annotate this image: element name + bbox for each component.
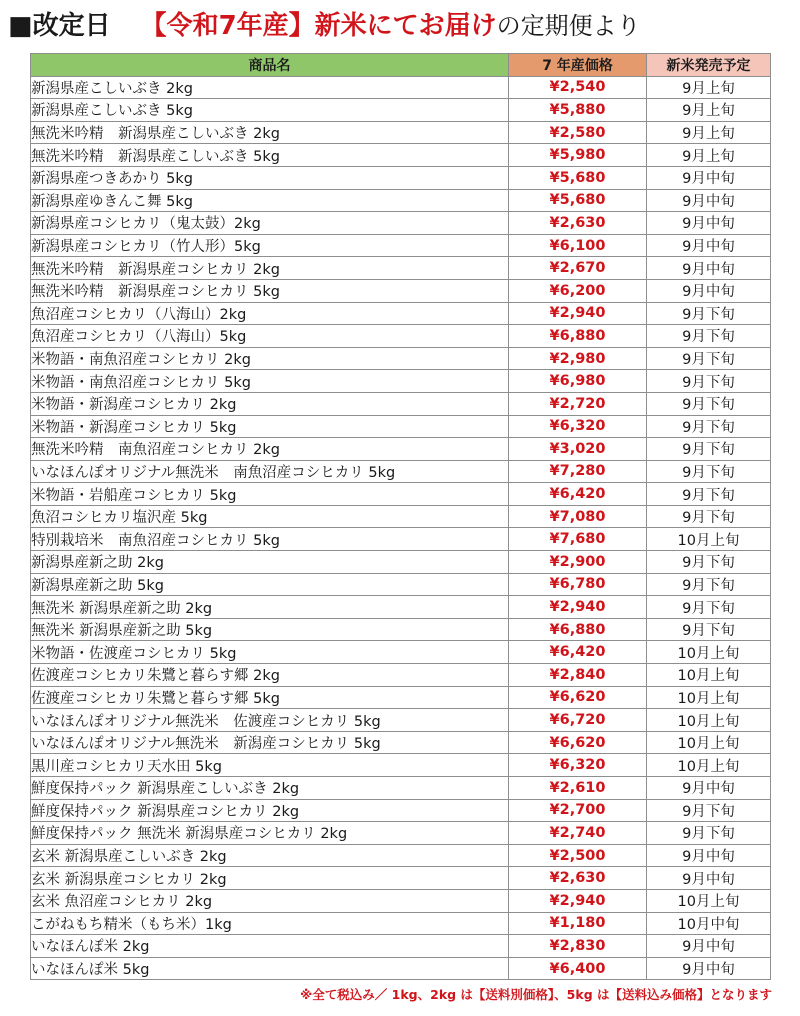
price-cell: ¥2,740 (509, 822, 647, 845)
product-name-cell: いなほんぽ米 2kg (31, 935, 509, 958)
price-cell: ¥1,180 (509, 912, 647, 935)
table-row (31, 76, 771, 99)
table-row (31, 438, 771, 461)
price-cell: ¥2,940 (509, 596, 647, 619)
price-cell: ¥7,080 (509, 505, 647, 528)
release-date-cell: 9月中旬 (647, 212, 771, 235)
price-cell: ¥3,020 (509, 438, 647, 461)
release-date-cell: 10月上旬 (647, 686, 771, 709)
price-cell: ¥2,580 (509, 121, 647, 144)
product-name-cell: 米物語・南魚沼産コシヒカリ 5kg (31, 370, 509, 393)
price-cell: ¥2,830 (509, 935, 647, 958)
price-cell: ¥6,620 (509, 731, 647, 754)
column-header-price: 7 年産価格 (509, 54, 647, 77)
table-row (31, 573, 771, 596)
product-name-cell: いなほんぽ米 5kg (31, 957, 509, 980)
table-body (31, 76, 771, 980)
table-row (31, 483, 771, 506)
release-date-cell: 10月上旬 (647, 641, 771, 664)
release-date-cell: 9月中旬 (647, 257, 771, 280)
column-header-release: 新米発売予定 (647, 54, 771, 77)
release-date-cell: 9月下旬 (647, 822, 771, 845)
release-date-cell: 10月上旬 (647, 709, 771, 732)
price-cell: ¥2,980 (509, 347, 647, 370)
product-name-cell: 新潟県産コシヒカリ（鬼太鼓）2kg (31, 212, 509, 235)
product-name-cell: 米物語・新潟産コシヒカリ 2kg (31, 392, 509, 415)
table-row (31, 664, 771, 687)
table-row (31, 121, 771, 144)
product-name-cell: 無洗米吟精 南魚沼産コシヒカリ 2kg (31, 438, 509, 461)
table-row (31, 957, 771, 980)
release-date-cell: 9月下旬 (647, 370, 771, 393)
table-row (31, 234, 771, 257)
title-prefix: ■改定日 (8, 11, 111, 41)
table-row (31, 392, 771, 415)
release-date-cell: 9月下旬 (647, 392, 771, 415)
price-cell: ¥5,680 (509, 166, 647, 189)
release-date-cell: 10月上旬 (647, 889, 771, 912)
release-date-cell: 9月下旬 (647, 460, 771, 483)
price-cell: ¥2,840 (509, 664, 647, 687)
price-cell: ¥5,980 (509, 144, 647, 167)
product-name-cell: 米物語・岩船産コシヒカリ 5kg (31, 483, 509, 506)
table-row (31, 212, 771, 235)
release-date-cell: 10月上旬 (647, 754, 771, 777)
release-date-cell: 9月下旬 (647, 551, 771, 574)
release-date-cell: 9月上旬 (647, 76, 771, 99)
price-cell: ¥2,500 (509, 844, 647, 867)
release-date-cell: 9月下旬 (647, 573, 771, 596)
product-name-cell: 新潟県産コシヒカリ（竹人形）5kg (31, 234, 509, 257)
price-cell: ¥5,680 (509, 189, 647, 212)
release-date-cell: 9月上旬 (647, 121, 771, 144)
price-cell: ¥2,670 (509, 257, 647, 280)
price-cell: ¥2,630 (509, 867, 647, 890)
table-row (31, 618, 771, 641)
release-date-cell: 9月中旬 (647, 166, 771, 189)
table-row (31, 528, 771, 551)
table-row (31, 257, 771, 280)
release-date-cell: 9月下旬 (647, 505, 771, 528)
price-cell: ¥6,880 (509, 325, 647, 348)
table-row (31, 822, 771, 845)
release-date-cell: 9月中旬 (647, 234, 771, 257)
release-date-cell: 10月上旬 (647, 731, 771, 754)
table-row (31, 279, 771, 302)
release-date-cell: 9月下旬 (647, 799, 771, 822)
table-row (31, 99, 771, 122)
price-table (30, 53, 771, 980)
release-date-cell: 9月上旬 (647, 99, 771, 122)
table-row (31, 889, 771, 912)
table-row (31, 777, 771, 800)
table-row (31, 731, 771, 754)
release-date-cell: 9月下旬 (647, 347, 771, 370)
table-row (31, 641, 771, 664)
product-name-cell: こがねもち精米（もち米）1kg (31, 912, 509, 935)
product-name-cell: 玄米 魚沼産コシヒカリ 2kg (31, 889, 509, 912)
page-title (8, 6, 641, 46)
column-header-product: 商品名 (31, 54, 509, 77)
price-cell: ¥2,540 (509, 76, 647, 99)
table-row (31, 799, 771, 822)
product-name-cell: 鮮度保持パック 新潟県産こしいぶき 2kg (31, 777, 509, 800)
product-name-cell: 玄米 新潟県産コシヒカリ 2kg (31, 867, 509, 890)
product-name-cell: いなほんぽオリジナル無洗米 新潟産コシヒカリ 5kg (31, 731, 509, 754)
product-name-cell: 鮮度保持パック 新潟県産コシヒカリ 2kg (31, 799, 509, 822)
table-row (31, 189, 771, 212)
product-name-cell: いなほんぽオリジナル無洗米 佐渡産コシヒカリ 5kg (31, 709, 509, 732)
product-name-cell: 新潟県産新之助 5kg (31, 573, 509, 596)
release-date-cell: 9月中旬 (647, 844, 771, 867)
table-row (31, 844, 771, 867)
table-row (31, 302, 771, 325)
footnote: ※全て税込み／ 1kg、2kg は【送料別価格】、5kg は【送料込み価格】となります (300, 987, 772, 1002)
table-row (31, 596, 771, 619)
price-cell: ¥2,700 (509, 799, 647, 822)
product-name-cell: 米物語・新潟産コシヒカリ 5kg (31, 415, 509, 438)
release-date-cell: 10月上旬 (647, 664, 771, 687)
release-date-cell: 9月中旬 (647, 189, 771, 212)
price-cell: ¥2,630 (509, 212, 647, 235)
product-name-cell: 無洗米吟精 新潟県産コシヒカリ 5kg (31, 279, 509, 302)
table-row (31, 551, 771, 574)
product-name-cell: 米物語・南魚沼産コシヒカリ 2kg (31, 347, 509, 370)
price-cell: ¥6,400 (509, 957, 647, 980)
release-date-cell: 9月下旬 (647, 415, 771, 438)
price-cell: ¥2,940 (509, 302, 647, 325)
release-date-cell: 9月下旬 (647, 438, 771, 461)
product-name-cell: 米物語・佐渡産コシヒカリ 5kg (31, 641, 509, 664)
product-name-cell: いなほんぽオリジナル無洗米 南魚沼産コシヒカリ 5kg (31, 460, 509, 483)
product-name-cell: 新潟県産こしいぶき 2kg (31, 76, 509, 99)
table-row (31, 754, 771, 777)
price-cell: ¥6,720 (509, 709, 647, 732)
product-name-cell: 無洗米 新潟県産新之助 5kg (31, 618, 509, 641)
release-date-cell: 9月下旬 (647, 596, 771, 619)
table-row (31, 347, 771, 370)
release-date-cell: 9月下旬 (647, 483, 771, 506)
price-cell: ¥6,620 (509, 686, 647, 709)
table-row (31, 935, 771, 958)
release-date-cell: 9月上旬 (647, 144, 771, 167)
table-row (31, 460, 771, 483)
price-cell: ¥7,280 (509, 460, 647, 483)
release-date-cell: 10月中旬 (647, 912, 771, 935)
product-name-cell: 無洗米吟精 新潟県産こしいぶき 2kg (31, 121, 509, 144)
product-name-cell: 新潟県産ゆきんこ舞 5kg (31, 189, 509, 212)
product-name-cell: 黒川産コシヒカリ天水田 5kg (31, 754, 509, 777)
release-date-cell: 9月中旬 (647, 957, 771, 980)
table-row (31, 144, 771, 167)
price-cell: ¥2,940 (509, 889, 647, 912)
product-name-cell: 魚沼コシヒカリ塩沢産 5kg (31, 505, 509, 528)
price-cell: ¥2,610 (509, 777, 647, 800)
product-name-cell: 無洗米吟精 新潟県産コシヒカリ 2kg (31, 257, 509, 280)
price-cell: ¥2,900 (509, 551, 647, 574)
table-row (31, 867, 771, 890)
release-date-cell: 9月中旬 (647, 867, 771, 890)
price-cell: ¥6,420 (509, 641, 647, 664)
price-cell: ¥6,320 (509, 754, 647, 777)
price-cell: ¥6,780 (509, 573, 647, 596)
table-row (31, 505, 771, 528)
release-date-cell: 9月下旬 (647, 325, 771, 348)
product-name-cell: 新潟県産新之助 2kg (31, 551, 509, 574)
price-cell: ¥6,100 (509, 234, 647, 257)
product-name-cell: 無洗米吟精 新潟県産こしいぶき 5kg (31, 144, 509, 167)
product-name-cell: 特別栽培米 南魚沼産コシヒカリ 5kg (31, 528, 509, 551)
table-row (31, 370, 771, 393)
product-name-cell: 無洗米 新潟県産新之助 2kg (31, 596, 509, 619)
product-name-cell: 鮮度保持パック 無洗米 新潟県産コシヒカリ 2kg (31, 822, 509, 845)
price-cell: ¥7,680 (509, 528, 647, 551)
table-row (31, 325, 771, 348)
release-date-cell: 9月下旬 (647, 302, 771, 325)
product-name-cell: 魚沼産コシヒカリ（八海山）5kg (31, 325, 509, 348)
title-suffix: の定期便より (496, 12, 641, 40)
release-date-cell: 9月中旬 (647, 935, 771, 958)
price-cell: ¥6,420 (509, 483, 647, 506)
title-highlight: 【令和7年産】新米にてお届け (140, 11, 497, 41)
release-date-cell: 9月下旬 (647, 618, 771, 641)
table-row (31, 709, 771, 732)
table-row (31, 415, 771, 438)
price-cell: ¥6,320 (509, 415, 647, 438)
table-row (31, 686, 771, 709)
product-name-cell: 魚沼産コシヒカリ（八海山）2kg (31, 302, 509, 325)
product-name-cell: 新潟県産こしいぶき 5kg (31, 99, 509, 122)
price-cell: ¥6,200 (509, 279, 647, 302)
product-name-cell: 新潟県産つきあかり 5kg (31, 166, 509, 189)
release-date-cell: 9月中旬 (647, 279, 771, 302)
price-cell: ¥6,980 (509, 370, 647, 393)
table-header-row (31, 54, 771, 77)
product-name-cell: 佐渡産コシヒカリ朱鷺と暮らす郷 2kg (31, 664, 509, 687)
table-row (31, 166, 771, 189)
price-cell: ¥6,880 (509, 618, 647, 641)
table-row (31, 912, 771, 935)
release-date-cell: 10月上旬 (647, 528, 771, 551)
price-cell: ¥5,880 (509, 99, 647, 122)
release-date-cell: 9月中旬 (647, 777, 771, 800)
product-name-cell: 佐渡産コシヒカリ朱鷺と暮らす郷 5kg (31, 686, 509, 709)
price-cell: ¥2,720 (509, 392, 647, 415)
product-name-cell: 玄米 新潟県産こしいぶき 2kg (31, 844, 509, 867)
